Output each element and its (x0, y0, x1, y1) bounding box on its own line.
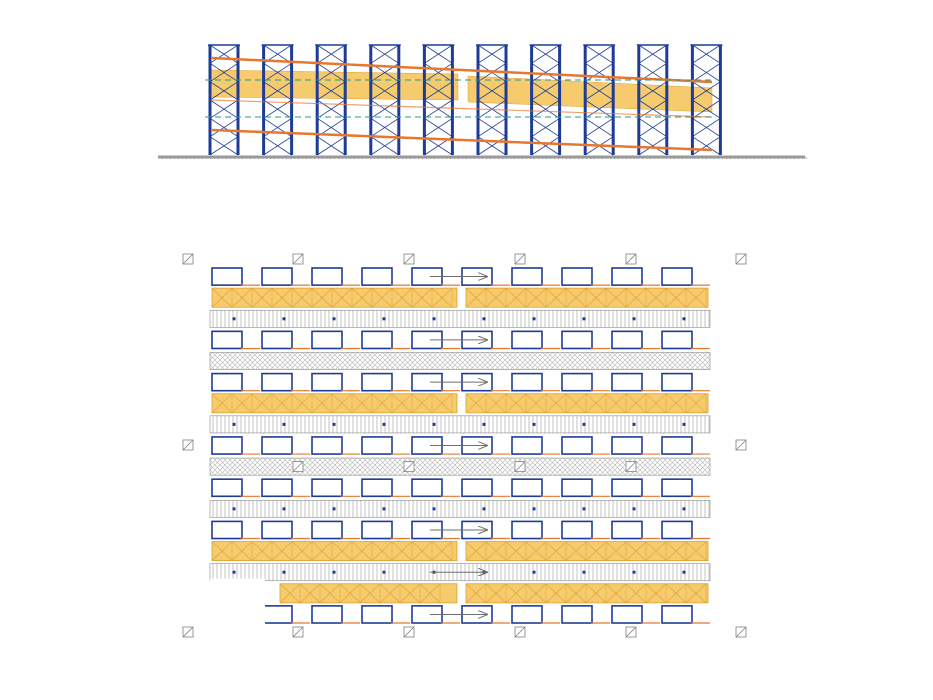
rack-bay (562, 479, 592, 496)
lane-marker (233, 317, 236, 320)
lane-marker (283, 423, 286, 426)
lane-marker (283, 507, 286, 510)
rack-bay (562, 374, 592, 391)
rack-bay (262, 521, 292, 538)
rack-bay (312, 521, 342, 538)
rack-bay (262, 606, 292, 623)
lane-marker (483, 507, 486, 510)
pallet-lane (466, 394, 708, 413)
rack-bay (662, 268, 692, 285)
lane-marker (433, 317, 436, 320)
lane-marker (533, 317, 536, 320)
rack-bay (662, 331, 692, 348)
rack-bay (362, 374, 392, 391)
rack-bay (262, 331, 292, 348)
rack-bay (412, 479, 442, 496)
rack-bay (212, 521, 242, 538)
lane-marker (433, 423, 436, 426)
lane-marker (233, 571, 236, 574)
lane-marker (583, 571, 586, 574)
lane-marker (633, 507, 636, 510)
rack-bay (512, 606, 542, 623)
rack-bay (312, 268, 342, 285)
lane-marker (333, 571, 336, 574)
rack-bay (312, 331, 342, 348)
rack-bay (512, 268, 542, 285)
plan-view (183, 254, 746, 637)
lane-marker (333, 423, 336, 426)
rack-bay (362, 521, 392, 538)
rack-bay (362, 331, 392, 348)
lane-marker (683, 571, 686, 574)
rack-bay (262, 437, 292, 454)
pallet-lane (280, 584, 457, 603)
rack-bay (662, 437, 692, 454)
lane-marker (233, 507, 236, 510)
lane-marker (233, 423, 236, 426)
lane-marker (333, 507, 336, 510)
lane-marker (683, 317, 686, 320)
elevation-view (158, 45, 807, 159)
rack-bay (612, 479, 642, 496)
rack-bay (612, 374, 642, 391)
rack-bay (212, 437, 242, 454)
rack-bay (512, 521, 542, 538)
rack-bay (262, 479, 292, 496)
lane-marker (633, 317, 636, 320)
rack-bay (612, 268, 642, 285)
rack-bay (212, 374, 242, 391)
rack-bay (562, 268, 592, 285)
lane-marker (533, 507, 536, 510)
rack-bay (312, 606, 342, 623)
lane-marker (583, 507, 586, 510)
pallet-lane (466, 542, 708, 561)
rack-bay (462, 479, 492, 496)
rack-bay (662, 521, 692, 538)
rack-bay (662, 374, 692, 391)
lane-marker (583, 423, 586, 426)
lane-marker (283, 317, 286, 320)
rack-bay (612, 437, 642, 454)
rack-bay (512, 374, 542, 391)
rack-bay (262, 268, 292, 285)
lane-marker (683, 423, 686, 426)
lane-marker (633, 423, 636, 426)
rack-bay (312, 437, 342, 454)
rack-bay (362, 268, 392, 285)
rack-bay (262, 374, 292, 391)
lane-marker (333, 317, 336, 320)
plan-notch (210, 579, 265, 625)
rack-bay (312, 374, 342, 391)
rack-bay (362, 437, 392, 454)
lane-marker (533, 571, 536, 574)
lane-marker (283, 571, 286, 574)
lane-marker (533, 423, 536, 426)
rack-bay (212, 268, 242, 285)
lane-marker (483, 317, 486, 320)
transfer-aisle (210, 352, 710, 369)
rack-bay (562, 521, 592, 538)
rack-bay (362, 479, 392, 496)
rack-bay (212, 479, 242, 496)
lane-marker (383, 571, 386, 574)
rack-bay (562, 606, 592, 623)
rack-bay (662, 606, 692, 623)
lane-marker (583, 317, 586, 320)
rack-bay (562, 437, 592, 454)
rack-bay (512, 437, 542, 454)
rack-bay (362, 606, 392, 623)
pallet-lane (466, 584, 708, 603)
rack-bay (562, 331, 592, 348)
lane-marker (483, 423, 486, 426)
lane-marker (383, 317, 386, 320)
rack-bay (512, 331, 542, 348)
lane-marker (683, 507, 686, 510)
rack-bay (512, 479, 542, 496)
rack-bay (612, 606, 642, 623)
rack-bay (212, 331, 242, 348)
rack-bay (312, 479, 342, 496)
lane-marker (433, 507, 436, 510)
lane-marker (383, 507, 386, 510)
pallet-lane (466, 288, 708, 307)
rack-bay (612, 331, 642, 348)
rack-bay (662, 479, 692, 496)
rack-bay (612, 521, 642, 538)
lane-marker (383, 423, 386, 426)
lane-marker (633, 571, 636, 574)
